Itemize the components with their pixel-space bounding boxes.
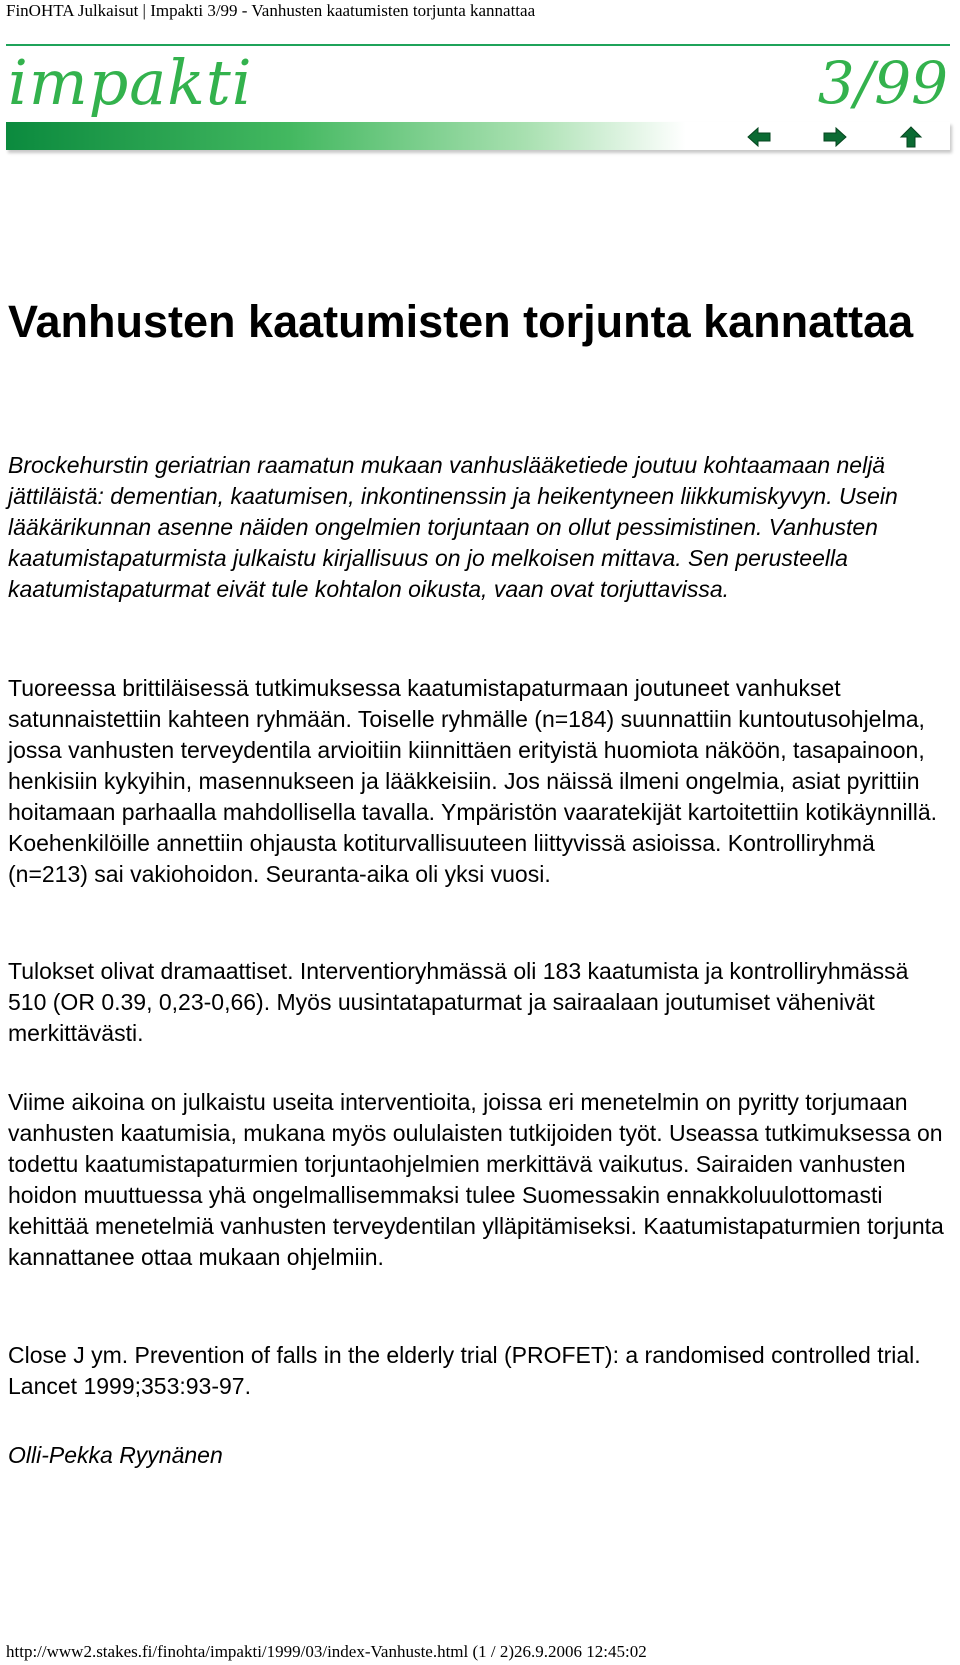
impakti-banner [6, 44, 950, 156]
article-paragraph: Viime aikoina on julkaistu useita interventioita, joissa eri menetelmin on pyritty torjumaan vanhusten kaatumisia, mukana myös oululaisten tutkijoiden työt. Useassa tutkimuksessa on todettu kaatumistapaturmien torjuntaohjelmien merkittävä vaikutus. Sairaiden vanhusten hoidon muuttuessa yhä ongelmallisemmaksi tulee Suomessakin ennakkoluulottomasti kehittää menetelmiä vanhusten terveydentilan ylläpitämiseksi. Kaatumistapaturmien torjunta kannattanee ottaa mukaan ohjelmiin. [8, 1089, 944, 1270]
article-paragraph: Tuoreessa brittiläisessä tutkimuksessa kaatumistapaturmaan joutuneet vanhukset satunnaistettiin kahteen ryhmään. Toiselle ryhmälle (n=184) suunnattiin kuntoutusohjelma, jossa vanhusten terveydentila arvioitiin kiinnittäen erityistä huomiota näköön, tasapainoon, henkisiin kykyihin, masennukseen ja lääkkeisiin. Jos näissä ilmeni ongelmia, asiat pyrittiin hoitamaan parhaalla mahdollisella tavalla. Ympäristön vaaratekijät kartoitettiin kotikäynnillä. Koehenkilöille annettiin ohjausta kotiturvallisuuteen liittyvissä asioissa. Kontrolliryhmä (n=213) sai vakiohoidon. Seuranta-aika oli yksi vuosi. [8, 675, 938, 887]
article-paragraph: Tulokset olivat dramaattiset. Interventioryhmässä oli 183 kaatumista ja kontrolliryhmässä 510 (OR 0.39, 0,23-0,66). Myös uusintatapaturmat ja sairaalaan joutumiset vähenivät merkittävästi. [8, 958, 909, 1046]
reference: Close J ym. Prevention of falls in the elderly trial (PROFET): a randomised controlled trial. Lancet 1999;353:93-97. [8, 1342, 921, 1399]
print-header: FinOHTA Julkaisut | Impakti 3/99 - Vanhusten kaatumisten torjunta kannattaa [6, 1, 536, 20]
issue-number: 3/99 [817, 49, 948, 117]
article-title: Vanhusten kaatumisten torjunta kannattaa [8, 296, 914, 347]
arrow-right-icon[interactable] [822, 126, 848, 148]
arrow-left-icon[interactable] [746, 126, 772, 148]
author-name: Olli-Pekka Ryynänen [8, 1442, 223, 1468]
arrow-up-icon[interactable] [898, 126, 924, 148]
article-lead: Brockehurstin geriatrian raamatun mukaan vanhuslääketiede joutuu kohtaamaan neljä jättiläistä: dementian, kaatumisen, inkontinenssin ja heikentyneen liikkumiskyvyn. Usein lääkärikunnan asenne näiden ongelmien torjuntaan on ollut pessimistinen. Vanhusten kaatumistapaturmista julkaistu kirjallisuus on jo melkoisen mittava. Sen perusteella kaatumistapaturmat eivät tule kohtalon oikusta, vaan ovat torjuttavissa. [8, 452, 898, 602]
print-footer-url: http://www2.stakes.fi/finohta/impakti/1999/03/index-Vanhuste.html (1 / 2)26.9.2006 12:45:02 [6, 1642, 647, 1661]
impakti-logo: impakti [8, 46, 253, 119]
banner-gradient-bar [6, 122, 950, 150]
